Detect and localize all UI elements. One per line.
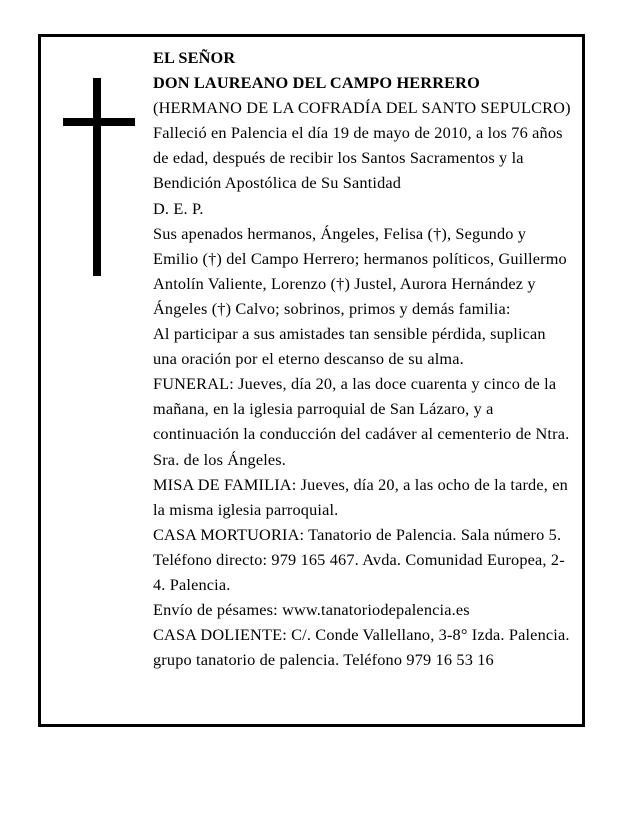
mourning-house-details: CASA DOLIENTE: C/. Conde Vallellano, 3-8° Izda. Palencia.	[153, 625, 570, 645]
mortuary-details: CASA MORTUORIA: Tanatorio de Palencia. Sala número 5. Teléfono directo: 979 165 467. Avda. Comunidad Europea, 2-4. Palencia.	[153, 524, 566, 594]
condolences-link: Envío de pésames: www.tanatoriodepalencia.es	[153, 600, 470, 620]
death-statement: Falleció en Palencia el día 19 de mayo de 2010, a los 76 años de edad, después de recibir los Santos Sacramentos y la Bendición Apostólica de Su Santidad	[153, 123, 567, 193]
cross-horizontal-bar	[63, 118, 135, 126]
salutation: EL SEÑOR	[153, 48, 236, 67]
funeral-details: FUNERAL: Jueves, día 20, a las doce cuarenta y cinco de la mañana, en la iglesia parroquial de San Lázaro, y a continuación la conducción del cadáver al cementerio de Ntra. Sra. de los Ángeles.	[153, 374, 574, 469]
survivors-list: Sus apenados hermanos, Ángeles, Felisa (†), Segundo y Emilio (†) del Campo Herrero; hermanos políticos, Guillermo Antolín Valiente, Lorenzo (†) Justel, Aurora Hernández y Ángeles (†) Calvo; sobrinos, primos y demás familia:	[153, 223, 571, 318]
funeral-home-contact: grupo tanatorio de palencia. Teléfono 979 16 53 16	[153, 650, 494, 670]
obituary-frame	[38, 34, 585, 727]
deceased-name: DON LAUREANO DEL CAMPO HERRERO	[153, 73, 480, 93]
latin-cross-icon	[63, 78, 137, 278]
affiliation: (HERMANO DE LA COFRADÍA DEL SANTO SEPULCRO)	[153, 98, 571, 118]
obituary-text-column	[153, 45, 573, 672]
rest-in-peace: D. E. P.	[153, 198, 204, 218]
cross-vertical-bar	[93, 78, 101, 276]
family-mass-details: MISA DE FAMILIA: Jueves, día 20, a las ocho de la tarde, en la misma iglesia parroquial.	[153, 474, 573, 519]
invitation-text: Al participar a sus amistades tan sensible pérdida, suplican una oración por el eterno descanso de su alma.	[153, 324, 550, 369]
